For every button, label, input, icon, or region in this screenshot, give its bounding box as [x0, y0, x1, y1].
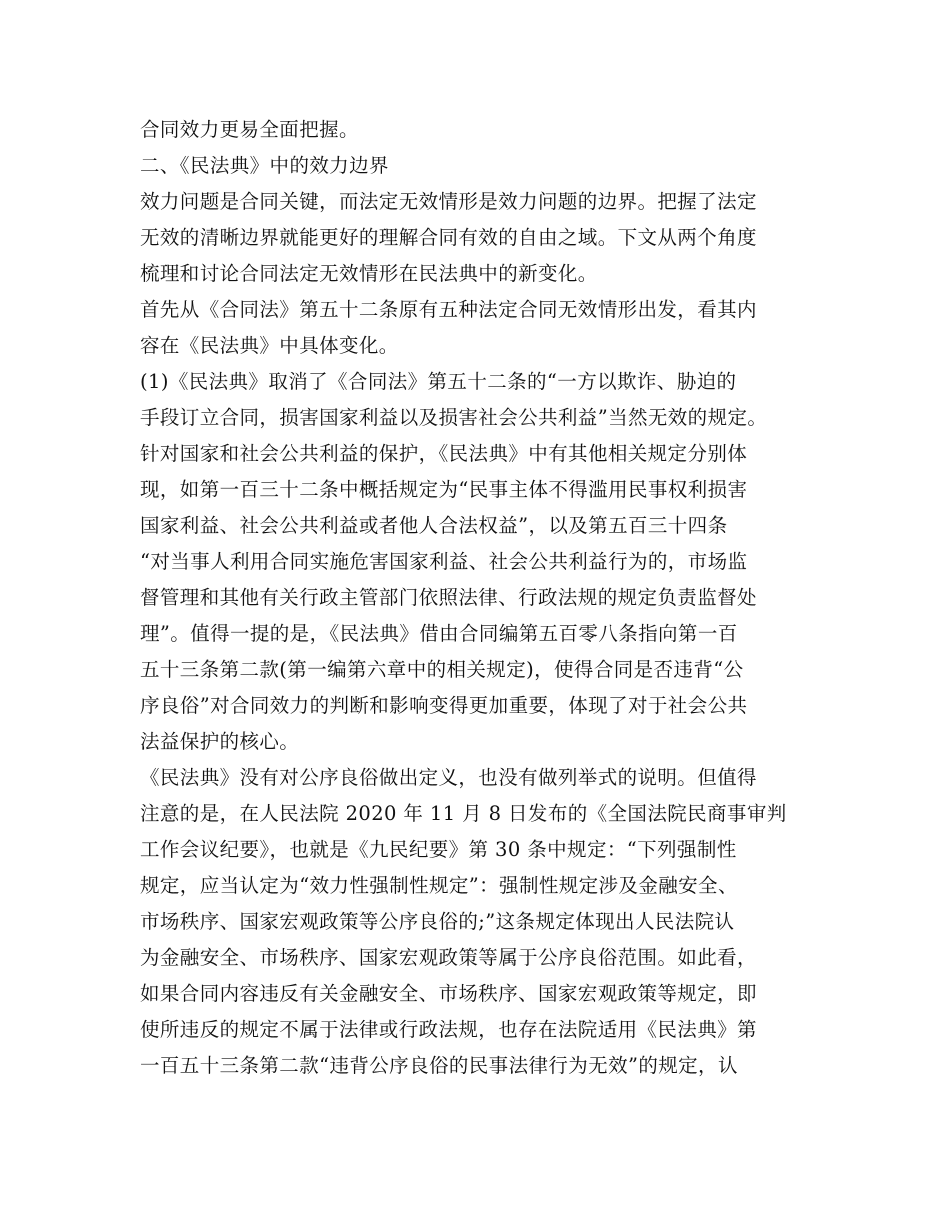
text-line: 理”。值得一提的是，《民法典》借由合同编第五百零八条指向第一百	[140, 622, 738, 645]
text-line: 如果合同内容违反有关金融安全、市场秩序、国家宏观政策等规定，即	[140, 982, 757, 1005]
text-line: 法益保护的核心。	[140, 730, 300, 753]
section-heading: 二、《民法典》中的效力边界	[140, 154, 389, 177]
text-line: 手段订立合同，损害国家利益以及损害社会公共利益”当然无效的规定。	[140, 406, 768, 429]
text-line: 针对国家和社会公共利益的保护，《民法典》中有其他相关规定分别体	[140, 442, 748, 465]
text-line: 容在《民法典》中具体变化。	[140, 334, 399, 357]
text-line: 效力问题是合同关键，而法定无效情形是效力问题的边界。把握了法定	[140, 190, 757, 213]
text-line: (1)《民法典》取消了《合同法》第五十二条的“一方以欺诈、胁迫的	[140, 370, 737, 393]
text-line: “对当事人利用合同实施危害国家利益、社会公共利益行为的，市场监	[140, 550, 748, 573]
text-line: 国家利益、社会公共利益或者他人合法权益”，以及第五百三十四条	[140, 514, 728, 537]
text-line: 《民法典》没有对公序良俗做出定义，也没有做列举式的说明。但值得	[140, 766, 757, 789]
text-line: 注意的是，在人民法院 2020 年 11 月 8 日发布的《全国法院民商事审判	[140, 802, 787, 825]
text-line: 一百五十三条第二款“违背公序良俗的民事法律行为无效”的规定，认	[140, 1054, 738, 1077]
text-line: 使所违反的规定不属于法律或行政法规，也存在法院适用《民法典》第	[140, 1018, 757, 1041]
text-line: 为金融安全、市场秩序、国家宏观政策等属于公序良俗范围。如此看，	[140, 946, 757, 969]
text-line: 督管理和其他有关行政主管部门依照法律、行政法规的规定负责监督处	[140, 586, 757, 609]
text-line: 首先从《合同法》第五十二条原有五种法定合同无效情形出发，看其内	[140, 298, 757, 321]
text-line: 规定，应当认定为“效力性强制性规定”：强制性规定涉及金融安全、	[140, 874, 738, 897]
document-body	[140, 112, 840, 1084]
text-line: 序良俗”对合同效力的判断和影响变得更加重要，体现了对于社会公共	[140, 694, 748, 717]
text-line: 梳理和讨论合同法定无效情形在民法典中的新变化。	[140, 262, 598, 285]
text-line: 现，如第一百三十二条中概括规定为“民事主体不得滥用民事权利损害	[140, 478, 748, 501]
text-line: 五十三条第二款(第一编第六章中的相关规定)，使得合同是否违背“公	[140, 658, 744, 681]
text-line: 工作会议纪要》，也就是《九民纪要》第 30 条中规定：“下列强制性	[140, 838, 737, 861]
text-line: 无效的清晰边界就能更好的理解合同有效的自由之域。下文从两个角度	[140, 226, 757, 249]
text-line: 市场秩序、国家宏观政策等公序良俗的;”这条规定体现出人民法院认	[140, 910, 735, 933]
text-line: 合同效力更易全面把握。	[140, 118, 359, 141]
